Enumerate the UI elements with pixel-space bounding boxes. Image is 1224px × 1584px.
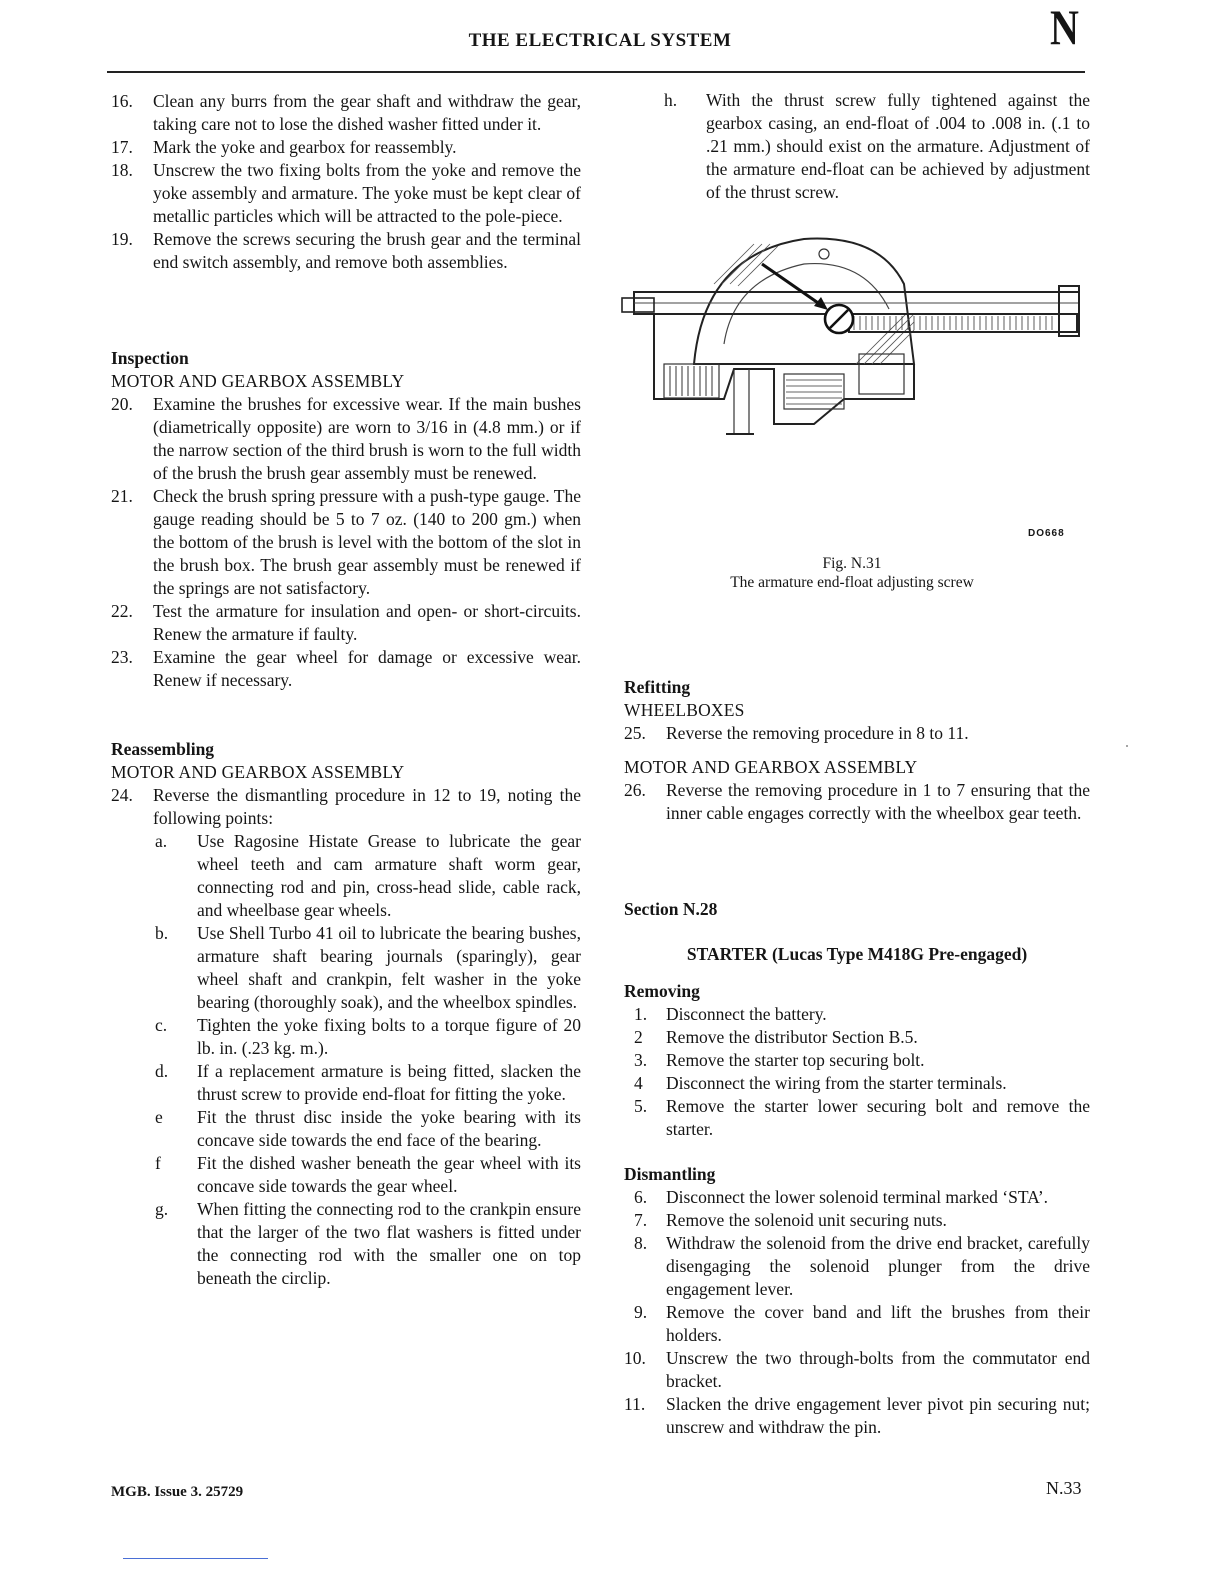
step-24-subitems xyxy=(155,830,581,1290)
subitem-letter: e xyxy=(155,1107,163,1127)
footer-link-rule xyxy=(123,1558,268,1559)
step-number: 8. xyxy=(634,1233,648,1253)
step-2 xyxy=(624,1026,1090,1049)
step-number: 19. xyxy=(111,229,133,249)
subitem-letter: g. xyxy=(155,1199,169,1219)
step-number: 7. xyxy=(634,1210,648,1230)
subitem-text: Use Shell Turbo 41 oil to lubricate the bearing bushes, armature shaft bearing journals (sparingly), gear wheel shaft and crankpin, felt washer in the yoke bearing (thoroughly soak), and the wheelbox spindles. xyxy=(197,923,581,1012)
dismantling-heading: Dismantling xyxy=(624,1164,716,1184)
step-number: 16. xyxy=(111,91,133,111)
step-number: 3. xyxy=(634,1050,648,1070)
subitem-letter: c. xyxy=(155,1015,168,1035)
reassembling-heading: Reassembling xyxy=(111,739,215,759)
figure-code: DO668 xyxy=(1028,528,1065,539)
step-11 xyxy=(624,1393,1090,1439)
step-text: Reverse the removing procedure in 1 to 7 ensuring that the inner cable engages correctly with the wheelbox gear teeth. xyxy=(666,780,1090,823)
subitem-text: When fitting the connecting rod to the crankpin ensure that the larger of the two flat washers is fitted under the connecting rod with the smaller one on top beneath the circlip. xyxy=(197,1199,581,1288)
motor-gearbox-subheading: MOTOR AND GEARBOX ASSEMBLY xyxy=(624,757,918,777)
spacer xyxy=(624,745,1090,756)
step-number: 4 xyxy=(634,1073,643,1093)
step-text: Disconnect the lower solenoid terminal marked ‘STA’. xyxy=(666,1187,1049,1207)
step-number: 11. xyxy=(624,1394,646,1414)
wheelboxes-subheading: WHEELBOXES xyxy=(624,700,745,720)
spacer xyxy=(111,692,581,738)
subitem-text: If a replacement armature is being fitted, slacken the thrust screw to provide end-float for fitting the yoke. xyxy=(197,1061,581,1104)
spacer xyxy=(624,921,1090,943)
step-text: Slacken the drive engagement lever pivot pin securing nut; unscrew and withdraw the pin. xyxy=(666,1394,1090,1437)
step-number: 17. xyxy=(111,137,133,157)
figure-title: The armature end-float adjusting screw xyxy=(730,574,974,591)
step-text: Disconnect the battery. xyxy=(666,1004,827,1024)
step-text: Examine the gear wheel for damage or excessive wear. Renew if necessary. xyxy=(153,647,581,690)
spacer xyxy=(624,1141,1090,1163)
step-1 xyxy=(624,1003,1090,1026)
step-number: 26. xyxy=(624,780,646,800)
step-number: 10. xyxy=(624,1348,646,1368)
step-text: Remove the starter lower securing bolt and remove the starter. xyxy=(666,1096,1090,1139)
step-number: 6. xyxy=(634,1187,648,1207)
scan-speck xyxy=(1126,745,1128,747)
step-7 xyxy=(624,1209,1090,1232)
step-23 xyxy=(111,646,581,692)
step-5 xyxy=(624,1095,1090,1141)
step-10 xyxy=(624,1347,1090,1393)
subitem-letter: f xyxy=(155,1153,161,1173)
step-25 xyxy=(624,722,1090,745)
step-number: 24. xyxy=(111,785,133,805)
subitem-text: Use Ragosine Histate Grease to lubricate the gear wheel teeth and cam armature shaft worm gear, connecting rod and pin, cross-head slide, cable rack, and wheelbase gear wheels. xyxy=(197,831,581,920)
subitem-letter: h. xyxy=(664,90,678,110)
step-number: 18. xyxy=(111,160,133,180)
step-text: Remove the starter top securing bolt. xyxy=(666,1050,925,1070)
subitem-g xyxy=(155,1198,581,1290)
step-8 xyxy=(624,1232,1090,1301)
left-column xyxy=(111,90,581,1290)
step-19 xyxy=(111,228,581,274)
step-number: 23. xyxy=(111,647,133,667)
step-text: Withdraw the solenoid from the drive end bracket, carefully disengaging the solenoid plunger from the drive engagement lever. xyxy=(666,1233,1090,1299)
subitem-a xyxy=(155,830,581,922)
step-number: 2 xyxy=(634,1027,643,1047)
step-18 xyxy=(111,159,581,228)
step-16 xyxy=(111,90,581,136)
step-number: 21. xyxy=(111,486,133,506)
refitting-heading: Refitting xyxy=(624,677,691,697)
figure-number: Fig. N.31 xyxy=(822,555,882,572)
step-text: Reverse the removing procedure in 8 to 11. xyxy=(666,723,969,743)
step-text: Mark the yoke and gearbox for reassembly. xyxy=(153,137,457,157)
step-text: Examine the brushes for excessive wear. If the main bushes (diametrically opposite) are worn to 3/16 in (4.8 mm.) or if the narrow section of the third brush is worn to the full width of the brush the brush gear assembly must be renewed. xyxy=(153,394,581,483)
step-17 xyxy=(111,136,581,159)
step-text: Remove the solenoid unit securing nuts. xyxy=(666,1210,947,1230)
step-number: 20. xyxy=(111,394,133,414)
step-3 xyxy=(624,1049,1090,1072)
step-4 xyxy=(624,1072,1090,1095)
spacer xyxy=(624,966,1090,980)
subitem-d xyxy=(155,1060,581,1106)
step-21 xyxy=(111,485,581,600)
step-number: 25. xyxy=(624,723,646,743)
section-letter: N xyxy=(1050,0,1079,55)
subitem-letter: a. xyxy=(155,831,168,851)
inspection-subheading: MOTOR AND GEARBOX ASSEMBLY xyxy=(111,371,405,391)
figure-caption xyxy=(624,554,1080,592)
step-number: 5. xyxy=(634,1096,648,1116)
step-text: Unscrew the two through-bolts from the commutator end bracket. xyxy=(666,1348,1090,1391)
step-text: Remove the distributor Section B.5. xyxy=(666,1027,918,1047)
step-text: Unscrew the two fixing bolts from the yoke and remove the yoke assembly and armature. The yoke must be kept clear of metallic particles which will be attracted to the pole-piece. xyxy=(153,160,581,226)
step-text: Remove the cover band and lift the brushes from their holders. xyxy=(666,1302,1090,1345)
header-rule xyxy=(107,71,1085,73)
section-label: Section N.28 xyxy=(624,899,718,919)
subitem-b xyxy=(155,922,581,1014)
step-number: 22. xyxy=(111,601,133,621)
subitem-letter: b. xyxy=(155,923,169,943)
subitem-c xyxy=(155,1014,581,1060)
step-26 xyxy=(624,779,1090,825)
subitem-text: With the thrust screw fully tightened against the gearbox casing, an end-float of .004 to .008 in. (.1 to .21 mm.) should exist on the armature. Adjustment of the armature end-float can be achieved by adjustment of the thrust screw. xyxy=(706,90,1090,202)
removing-heading: Removing xyxy=(624,981,700,1001)
spacer xyxy=(624,825,1090,898)
subitem-h xyxy=(624,89,1090,204)
step-text: Reverse the dismantling procedure in 12 to 19, noting the following points: xyxy=(153,785,581,828)
subitem-text: Fit the thrust disc inside the yoke bearing with its concave side towards the end face of the bearing. xyxy=(197,1107,581,1150)
step-number: 1. xyxy=(634,1004,648,1024)
subitem-f xyxy=(155,1152,581,1198)
step-9 xyxy=(624,1301,1090,1347)
step-6 xyxy=(624,1186,1090,1209)
page-number: N.33 xyxy=(1046,1478,1082,1498)
section-title: STARTER (Lucas Type M418G Pre-engaged) xyxy=(686,944,1028,964)
subitem-letter: d. xyxy=(155,1061,169,1081)
step-text: Disconnect the wiring from the starter terminals. xyxy=(666,1073,1007,1093)
armature-gearbox-illustration xyxy=(614,214,1084,454)
subitem-text: Fit the dished washer beneath the gear wheel with its concave side towards the gear wheel. xyxy=(197,1153,581,1196)
inspection-heading: Inspection xyxy=(111,348,189,368)
page-title: THE ELECTRICAL SYSTEM xyxy=(468,30,732,51)
step-text: Check the brush spring pressure with a push-type gauge. The gauge reading should be 5 to 7 oz. (140 to 200 gm.) when the bottom of the brush is level with the bottom of the slot in the brush box. The brush gear assembly must be renewed if the springs are not satisfactory. xyxy=(153,486,581,598)
spacer xyxy=(111,274,581,347)
step-24 xyxy=(111,784,581,830)
subitem-e xyxy=(155,1106,581,1152)
footer-issue: MGB. Issue 3. 25729 xyxy=(111,1484,244,1500)
reassembling-subheading: MOTOR AND GEARBOX ASSEMBLY xyxy=(111,762,405,782)
right-column xyxy=(624,89,1090,1439)
step-20 xyxy=(111,393,581,485)
step-text: Remove the screws securing the brush gear and the terminal end switch assembly, and remove both assemblies. xyxy=(153,229,581,272)
step-text: Test the armature for insulation and open- or short-circuits. Renew the armature if faulty. xyxy=(153,601,581,644)
figure-n31 xyxy=(624,204,1090,676)
step-number: 9. xyxy=(634,1302,648,1322)
step-text: Clean any burrs from the gear shaft and withdraw the gear, taking care not to lose the dished washer fitted under it. xyxy=(153,91,581,134)
step-22 xyxy=(111,600,581,646)
subitem-text: Tighten the yoke fixing bolts to a torque figure of 20 lb. in. (.23 kg. m.). xyxy=(197,1015,581,1058)
